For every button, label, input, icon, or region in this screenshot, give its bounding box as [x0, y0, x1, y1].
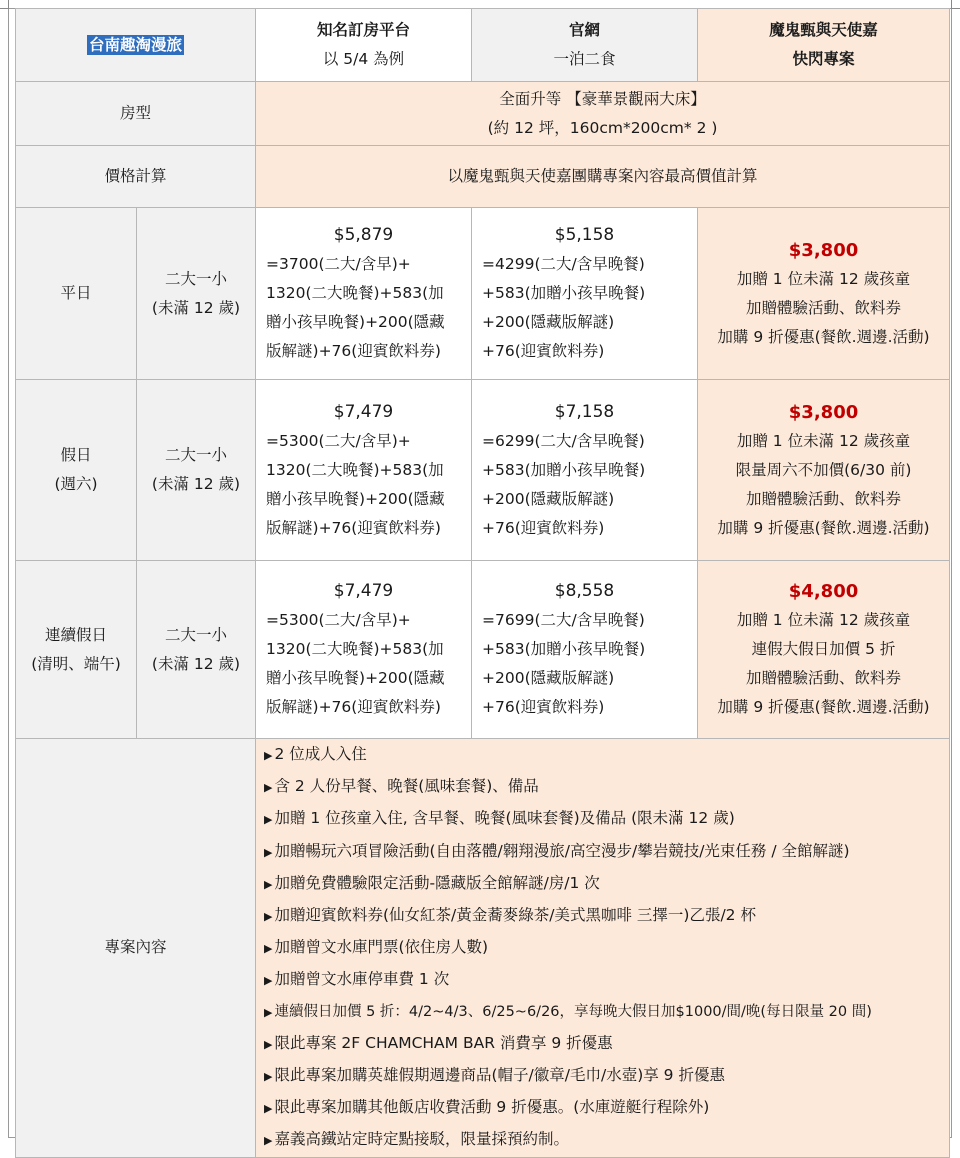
deal-price-cell: [698, 561, 950, 739]
official-header-cell: [472, 9, 698, 82]
deal-price-cell: [698, 380, 950, 561]
day-type: 連續假日: [44, 625, 107, 644]
hotel-name-cell: [16, 9, 256, 82]
bullet-triangle-icon: ▶: [264, 749, 273, 762]
plan-item: [264, 997, 949, 1028]
price-breakdown-line: =3700(二大/含早)+: [266, 255, 411, 273]
platform-price: $5,879: [333, 225, 394, 245]
guest-age-note: (未滿 12 歲): [151, 654, 241, 673]
plan-item-text: 嘉義高鐵站定時定點接駁，限量採預約制。: [274, 1130, 569, 1149]
price-breakdown-line: 版解謎)+76(迎賓飲料券): [266, 342, 441, 360]
bullet-triangle-icon: ▶: [264, 1037, 273, 1051]
deal-price: $3,800: [788, 239, 859, 261]
platform-price-cell: [256, 561, 472, 739]
deal-header-cell: [698, 9, 950, 82]
official-price: $7,158: [554, 401, 615, 422]
plan-item-text: 加贈曾文水庫門票(依住房人數): [274, 938, 489, 957]
room-type-line: 全面升等 【豪華景觀兩大床】: [499, 89, 706, 108]
deal-perk: 連假大假日加價 5 折: [751, 640, 896, 658]
hotel-name[interactable]: 台南趣淘漫旅: [89, 35, 183, 54]
platform-header: 知名訂房平台: [317, 21, 411, 39]
deal-price: $3,800: [788, 401, 859, 423]
deal-perk: 加贈 1 位未滿 12 歲孩童: [736, 611, 911, 629]
bullet-triangle-icon: ▶: [264, 974, 273, 988]
price-breakdown-line: 版解謎)+76(迎賓飲料券): [266, 518, 441, 537]
pricing-label: 價格計算: [16, 146, 256, 208]
plan-contents-row: [16, 739, 950, 1158]
price-breakdown-line: 1320(二大晚餐)+583(加: [266, 284, 444, 302]
plan-item-text: 加贈曾文水庫停車費 1 次: [274, 970, 450, 989]
bullet-triangle-icon: ▶: [264, 1134, 273, 1148]
platform-header-cell: [256, 9, 472, 82]
price-breakdown-line: 贈小孩早晚餐)+200(隱藏: [266, 313, 445, 331]
plan-item-list: [256, 739, 949, 1157]
plan-item: [264, 1124, 949, 1156]
deal-header: 魔鬼甄與天使嘉: [769, 21, 878, 39]
plan-item-text: 加贈暢玩六項冒險活動(自由落體/翱翔漫旅/高空漫步/攀岩競技/光束任務 / 全館解謎): [274, 841, 850, 860]
day-type-cell: [16, 380, 137, 561]
official-price-cell: [472, 208, 698, 380]
bullet-triangle-icon: ▶: [264, 813, 273, 827]
price-breakdown-line: +583(加贈小孩早晚餐): [482, 640, 646, 658]
plan-item-text: 連續假日加價 5 折：4/2~4/3、6/25~6/26，享每晚大假日加$1000/間/晚(每日限量 20 間): [274, 1003, 872, 1020]
comparison-table: [15, 8, 950, 1158]
platform-price-cell: [256, 380, 472, 561]
price-breakdown-line: +200(隱藏版解謎): [482, 669, 615, 687]
deal-perk: 加購 9 折優惠(餐飲.週邊.活動): [717, 698, 930, 716]
price-breakdown-line: =6299(二大/含早晚餐): [482, 431, 645, 450]
price-breakdown-line: 版解謎)+76(迎賓飲料券): [266, 698, 441, 716]
bullet-triangle-icon: ▶: [264, 781, 273, 795]
bullet-triangle-icon: ▶: [264, 845, 273, 859]
price-breakdown-line: +76(迎賓飲料券): [482, 698, 605, 716]
price-breakdown-line: +583(加贈小孩早晚餐): [482, 284, 646, 302]
plan-item-text: 加贈迎賓飲料券(仙女紅茶/黃金蕎麥綠茶/美式黑咖啡 三擇一)乙張/2 杯: [274, 906, 756, 925]
official-price-cell: [472, 561, 698, 739]
deal-perk: 加贈 1 位未滿 12 歲孩童: [736, 431, 911, 450]
platform-price-cell: [256, 208, 472, 380]
guest-age-note: (未滿 12 歲): [151, 298, 241, 317]
plan-item: [264, 900, 949, 932]
price-breakdown-line: 1320(二大晚餐)+583(加: [266, 640, 444, 658]
plan-item: [264, 803, 949, 835]
bullet-triangle-icon: ▶: [264, 1005, 273, 1019]
plan-item: [264, 739, 949, 771]
plan-contents-list-cell: [256, 739, 950, 1158]
pricing-text: 以魔鬼甄與天使嘉團購專案內容最高價值計算: [256, 146, 950, 208]
price-breakdown-line: +583(加贈小孩早晚餐): [482, 460, 646, 479]
plan-item-text: 限此專案加購其他飯店收費活動 9 折優惠。(水庫遊艇行程除外): [274, 1098, 710, 1117]
day-type-note: (週六): [54, 475, 98, 493]
guest-type: 二大一小: [165, 625, 228, 644]
price-row: [16, 561, 950, 739]
official-price: $8,558: [554, 581, 615, 601]
deal-perk: 限量周六不加價(6/30 前): [735, 460, 912, 479]
plan-item: [264, 1092, 949, 1124]
plan-item: [264, 932, 949, 964]
price-row: [16, 208, 950, 380]
guest-type-cell: [137, 561, 256, 739]
room-size-line: (約 12 坪，160cm*200cm* 2 ): [487, 118, 718, 137]
deal-perk: 加贈體驗活動、飲料券: [746, 298, 902, 317]
plan-item: [264, 964, 949, 996]
plan-item-text: 加贈 1 位孩童入住, 含早餐、晚餐(風味套餐)及備品 (限未滿 12 歲): [274, 809, 735, 828]
day-type-cell: [16, 208, 137, 380]
plan-item-text: 限此專案 2F CHAMCHAM BAR 消費享 9 折優惠: [274, 1033, 613, 1052]
deal-perk: 加贈 1 位未滿 12 歲孩童: [736, 269, 911, 288]
price-breakdown-line: =7699(二大/含早晚餐): [482, 611, 645, 629]
plan-item: [264, 771, 949, 803]
header-row: [16, 9, 950, 82]
platform-subheader: 以 5/4 為例: [322, 50, 405, 68]
price-breakdown-line: +200(隱藏版解謎): [482, 313, 615, 331]
price-breakdown-line: 贈小孩早晚餐)+200(隱藏: [266, 669, 445, 687]
guest-type-cell: [137, 208, 256, 380]
bullet-triangle-icon: ▶: [264, 942, 273, 956]
day-type-cell: [16, 561, 137, 739]
deal-price: $4,800: [788, 581, 859, 602]
deal-perk: 加贈體驗活動、飲料券: [746, 669, 902, 687]
official-price: $5,158: [554, 225, 615, 245]
price-row: [16, 380, 950, 561]
room-type-value: [256, 82, 950, 146]
day-type-note: (清明、端午): [31, 654, 121, 673]
price-breakdown-line: =5300(二大/含早)+: [266, 431, 411, 450]
official-header: 官網: [569, 21, 601, 39]
bullet-triangle-icon: ▶: [264, 1102, 273, 1116]
room-type-label: 房型: [16, 82, 256, 146]
bullet-triangle-icon: ▶: [264, 877, 273, 891]
guest-type-cell: [137, 380, 256, 561]
deal-perk: 加購 9 折優惠(餐飲.週邊.活動): [717, 518, 930, 537]
day-type: 假日: [60, 446, 92, 464]
official-subheader: 一泊二食: [553, 50, 616, 68]
deal-subheader: 快閃專案: [792, 50, 855, 68]
deal-perk: 加贈體驗活動、飲料券: [746, 489, 902, 508]
guest-type: 二大一小: [165, 269, 228, 288]
price-breakdown-line: 贈小孩早晚餐)+200(隱藏: [266, 489, 445, 508]
price-breakdown-line: +76(迎賓飲料券): [482, 342, 605, 360]
price-breakdown-line: =5300(二大/含早)+: [266, 611, 411, 629]
deal-perk: 加購 9 折優惠(餐飲.週邊.活動): [717, 327, 930, 346]
plan-item: [264, 1060, 949, 1092]
platform-price: $7,479: [333, 581, 394, 601]
official-price-cell: [472, 380, 698, 561]
price-breakdown-line: =4299(二大/含早晚餐): [482, 255, 645, 273]
plan-contents-label: 專案內容: [16, 739, 256, 1158]
plan-item-text: 限此專案加購英雄假期週邊商品(帽子/徽章/毛巾/水壺)享 9 折優惠: [274, 1066, 725, 1085]
plan-item: [264, 836, 949, 868]
pricing-row: [16, 146, 950, 208]
bullet-triangle-icon: ▶: [264, 1070, 273, 1084]
plan-item-text: 含 2 人份早餐、晚餐(風味套餐)、備品: [274, 777, 539, 796]
day-type: 平日: [60, 284, 92, 302]
platform-price: $7,479: [333, 401, 394, 422]
plan-item-text: 加贈免費體驗限定活動-隱藏版全館解謎/房/1 次: [274, 873, 600, 892]
page-corner-marker: [951, 0, 960, 9]
bullet-triangle-icon: ▶: [264, 910, 273, 924]
guest-type: 二大一小: [165, 446, 228, 464]
price-breakdown-line: 1320(二大晚餐)+583(加: [266, 460, 444, 479]
room-type-row: [16, 82, 950, 146]
plan-item: [264, 868, 949, 900]
page-corner-marker: [0, 0, 9, 9]
price-breakdown-line: +200(隱藏版解謎): [482, 489, 615, 508]
plan-item-text: 2 位成人入住: [274, 745, 367, 763]
plan-item: [264, 1028, 949, 1060]
price-breakdown-line: +76(迎賓飲料券): [482, 518, 605, 537]
guest-age-note: (未滿 12 歲): [151, 475, 241, 493]
deal-price-cell: [698, 208, 950, 380]
